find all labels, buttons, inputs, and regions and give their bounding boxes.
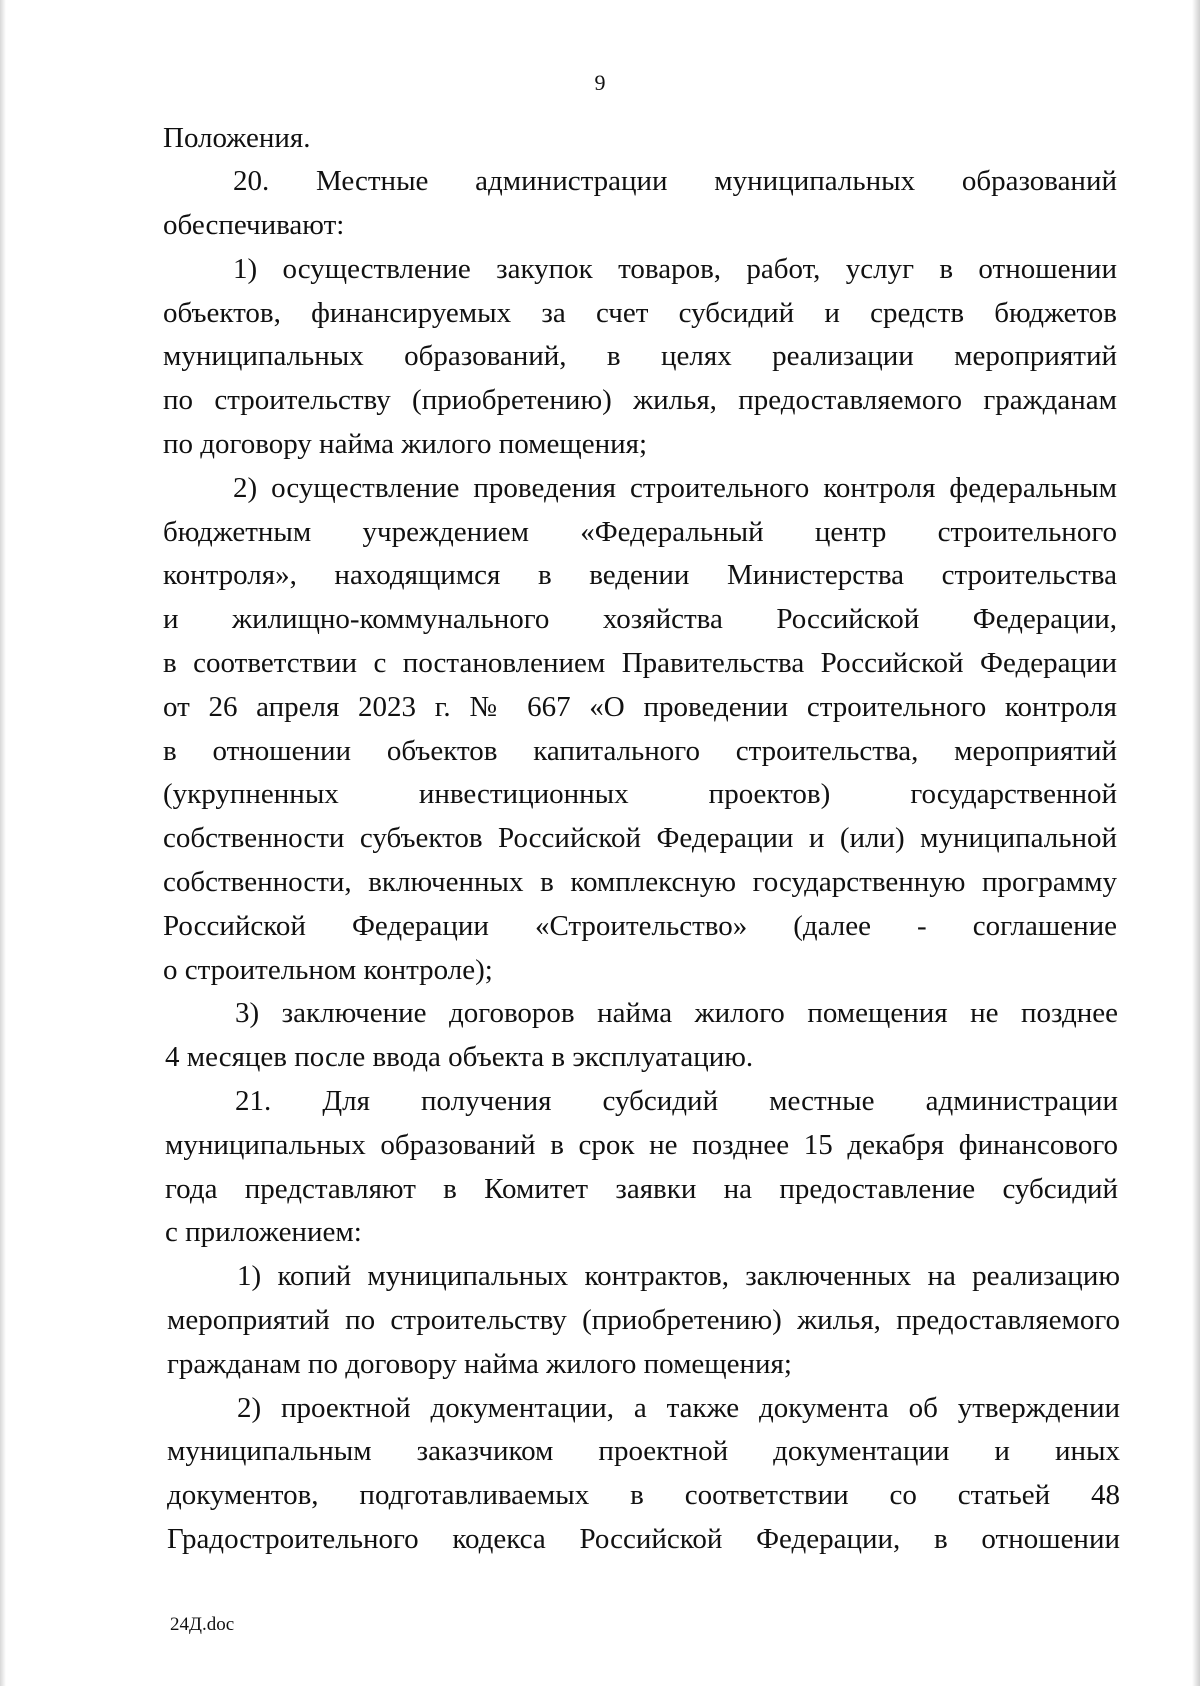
text-line: 21. Для получения субсидий местные администрации (235, 1085, 1118, 1117)
page-number: 9 (594, 70, 606, 95)
text-line: 3) заключение договоров найма жилого помещения не позднее (235, 997, 1118, 1029)
text-line: (укрупненных инвестиционных проектов) государственной (163, 778, 1117, 810)
text-line: и жилищно-коммунального хозяйства Российской Федерации, (163, 603, 1117, 635)
text-line: по договору найма жилого помещения; (163, 428, 648, 460)
text-line: года представляют в Комитет заявки на предоставление субсидий (165, 1173, 1118, 1205)
text-line: собственности субъектов Российской Федерации и (или) муниципальной (163, 822, 1117, 854)
text-line: контроля», находящимся в ведении Министерства строительства (163, 559, 1117, 591)
text-line: документов, подготавливаемых в соответствии со статьей 48 (167, 1479, 1120, 1511)
text-line: от 26 апреля 2023 г. № 667 «О проведении строительного контроля (163, 691, 1117, 723)
text-line: муниципальных образований в срок не позднее 15 декабря финансового (165, 1129, 1118, 1161)
text-line: объектов, финансируемых за счет субсидий и средств бюджетов (163, 297, 1117, 329)
text-line: 2) проектной документации, а также документа об утверждении (237, 1392, 1120, 1424)
text-line: Российской Федерации «Строительство» (далее - соглашение (163, 910, 1117, 942)
text-line: с приложением: (165, 1216, 362, 1248)
text-line: обеспечивают: (163, 209, 345, 241)
text-line: в отношении объектов капитального строительства, мероприятий (163, 735, 1117, 767)
text-line: мероприятий по строительству (приобретению) жилья, предоставляемого (167, 1304, 1120, 1336)
text-line: Положения. (163, 122, 311, 154)
text-line: Градостроительного кодекса Российской Федерации, в отношении (167, 1523, 1120, 1555)
text-line: 1) копий муниципальных контрактов, заключенных на реализацию (237, 1260, 1120, 1292)
text-line: бюджетным учреждением «Федеральный центр строительного (163, 516, 1117, 548)
text-line: 1) осуществление закупок товаров, работ, услуг в отношении (233, 253, 1117, 285)
text-line: 2) осуществление проведения строительного контроля федеральным (233, 472, 1117, 504)
scan-edge-left (0, 0, 6, 1686)
text-line: собственности, включенных в комплексную государственную программу (163, 866, 1117, 898)
scan-edge-right (1192, 0, 1200, 1686)
text-line: 4 месяцев после ввода объекта в эксплуатацию. (165, 1041, 754, 1073)
text-line: о строительном контроле); (163, 954, 493, 986)
text-line: муниципальных образований, в целях реализации мероприятий (163, 340, 1117, 372)
text-line: по строительству (приобретению) жилья, предоставляемого гражданам (163, 384, 1117, 416)
text-line: гражданам по договору найма жилого помещения; (167, 1348, 792, 1380)
text-line: в соответствии с постановлением Правительства Российской Федерации (163, 647, 1117, 679)
text-line: 20. Местные администрации муниципальных образований (233, 165, 1117, 197)
text-line: муниципальным заказчиком проектной документации и иных (167, 1435, 1120, 1467)
footer-filename: 24Д.doc (170, 1614, 235, 1635)
